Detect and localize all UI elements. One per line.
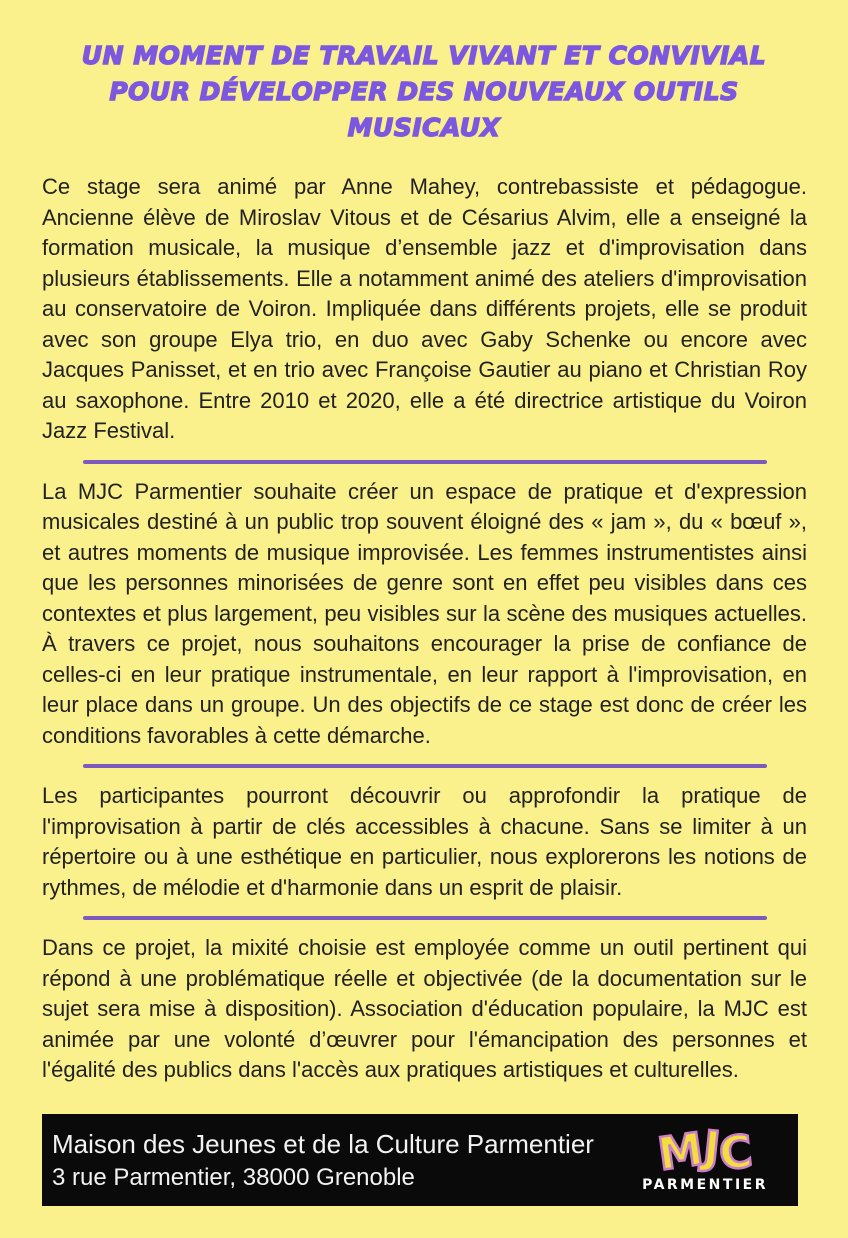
paragraph-mixite: Dans ce projet, la mixité choisie est employée comme un outil pertinent qui répond à une problématique réelle et objectivée (de la documentation sur le sujet sera mise à disposition). Association d'éducation populaire, la MJC est animée par une volonté d’œuvrer pour l'émancipation des personnes et l'égalité des publics dans l'accès aux pratiques artistiques et culturelles. <box>42 935 807 1082</box>
footer-bar <box>42 1114 798 1206</box>
paragraph-participants: Les participantes pourront découvrir ou approfondir la pratique de l'improvisation à partir de clés accessibles à chacune. Sans se limiter à un répertoire ou à une esthétique en particulier, nous explorerons les notions de rythmes, de mélodie et d'harmonie dans un esprit de plaisir. <box>42 783 807 900</box>
mjc-logo-letter-c: C <box>716 1123 756 1181</box>
mjc-logo-subtitle: PARMENTIER <box>642 1176 768 1193</box>
paragraph-presenter-bio: Ce stage sera animé par Anne Mahey, contrebassiste et pédagogue. Ancienne élève de Miroslav Vitous et de Césarius Alvim, elle a enseigné la formation musicale, la musique d’ensemble jazz et d'improvisation dans plusieurs établissements. Elle a notamment animé des ateliers d'improvisation au conservatoire de Voiron. Impliquée dans différents projets, elle se produit avec son groupe Elya trio, en duo avec Gaby Schenke ou encore avec Jacques Panisset, et en trio avec Françoise Gautier au piano et Christian Roy au saxophone. Entre 2010 et 2020, elle a été directrice artistique du Voiron Jazz Festival. <box>42 174 807 443</box>
mjc-logo <box>642 1119 768 1193</box>
mjc-logo-letters <box>642 1119 768 1181</box>
paragraph-project-goal: La MJC Parmentier souhaite créer un espace de pratique et d'expression musicales destiné à un public trop souvent éloigné des « jam », du « bœuf », et autres moments de musique improvisée. Les femmes instrumentistes ainsi que les personnes minorisées de genre sont en effet peu visibles dans ces contextes et plus largement, peu visibles sur la scène des musiques actuelles. À travers ce projet, nous souhaitons encourager la prise de confiance de celles-ci en leur pratique instrumentale, en leur rapport à l'improvisation, en leur place dans un groupe. Un des objectifs de ce stage est donc de créer les conditions favorables à cette démarche. <box>42 478 807 748</box>
page-title <box>30 38 818 146</box>
divider <box>83 460 767 464</box>
flyer-page <box>0 38 848 1238</box>
page-title-line: UN MOMENT DE TRAVAIL VIVANT ET CONVIVIAL <box>81 41 767 70</box>
page-title-line: POUR DÉVELOPPER DES NOUVEAUX OUTILS <box>109 77 739 106</box>
divider <box>83 764 767 768</box>
divider <box>83 916 767 920</box>
body-text <box>42 172 807 1086</box>
page-title-line: MUSICAUX <box>347 113 501 142</box>
footer-contact-block <box>52 1127 594 1194</box>
mjc-logo-letter-m: M <box>654 1121 707 1181</box>
footer-org-name: Maison des Jeunes et de la Culture Parmentier <box>52 1128 594 1159</box>
mjc-logo-letter-j: J <box>700 1119 723 1175</box>
footer-address: 3 rue Parmentier, 38000 Grenoble <box>52 1163 415 1191</box>
